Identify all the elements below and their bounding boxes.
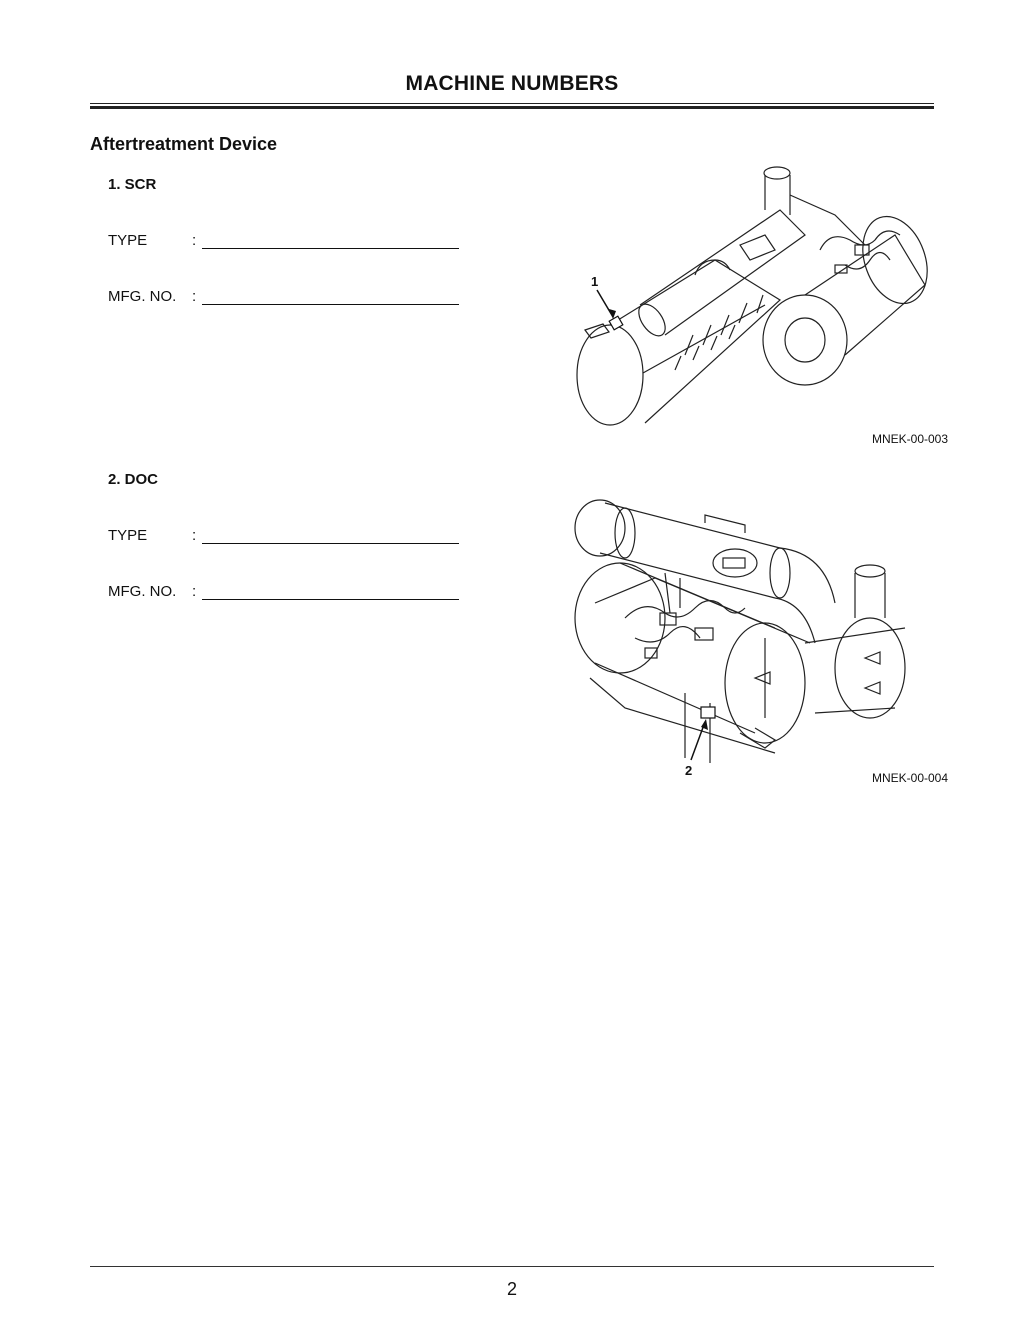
- item-heading-doc: 2. DOC: [108, 471, 159, 488]
- footer-rule: [90, 1266, 934, 1267]
- doc-mfg-colon: :: [192, 583, 197, 600]
- page-number: 2: [506, 1279, 517, 1299]
- doc-figure: [565, 478, 945, 778]
- doc-canister-end: [763, 295, 847, 385]
- scr-mfg-label: MFG. NO.: [108, 288, 177, 305]
- scr-mfg-colon: :: [192, 288, 197, 305]
- doc-figure-id: MNEK-00-004: [872, 771, 949, 785]
- doc-callout-number: 2: [685, 763, 693, 778]
- section-heading: Aftertreatment Device: [90, 134, 278, 154]
- top-pipe-end: [575, 500, 625, 556]
- scr-figure-id: MNEK-00-003: [872, 432, 949, 446]
- scr-figure: [565, 155, 945, 430]
- scr-type-label: TYPE: [108, 232, 148, 249]
- scr-type-colon: :: [192, 232, 197, 249]
- page-title: MACHINE NUMBERS: [405, 72, 619, 95]
- doc-type-label: TYPE: [108, 527, 148, 544]
- doc-mfg-label: MFG. NO.: [108, 583, 177, 600]
- doc-type-field[interactable]: [202, 543, 459, 544]
- scr-type-field[interactable]: [202, 248, 459, 249]
- header-rule-thick: [90, 106, 934, 109]
- scr-canister-end: [577, 325, 643, 425]
- doc-label-plate: [701, 707, 715, 718]
- scr-canister-body: [610, 260, 780, 423]
- item-heading-scr: 1. SCR: [108, 176, 157, 193]
- doc-mfg-field[interactable]: [202, 599, 459, 600]
- header-rule-thin: [90, 103, 934, 104]
- doc-type-colon: :: [192, 527, 197, 544]
- scr-mfg-field[interactable]: [202, 304, 459, 305]
- scr-callout-number: 1: [591, 274, 599, 289]
